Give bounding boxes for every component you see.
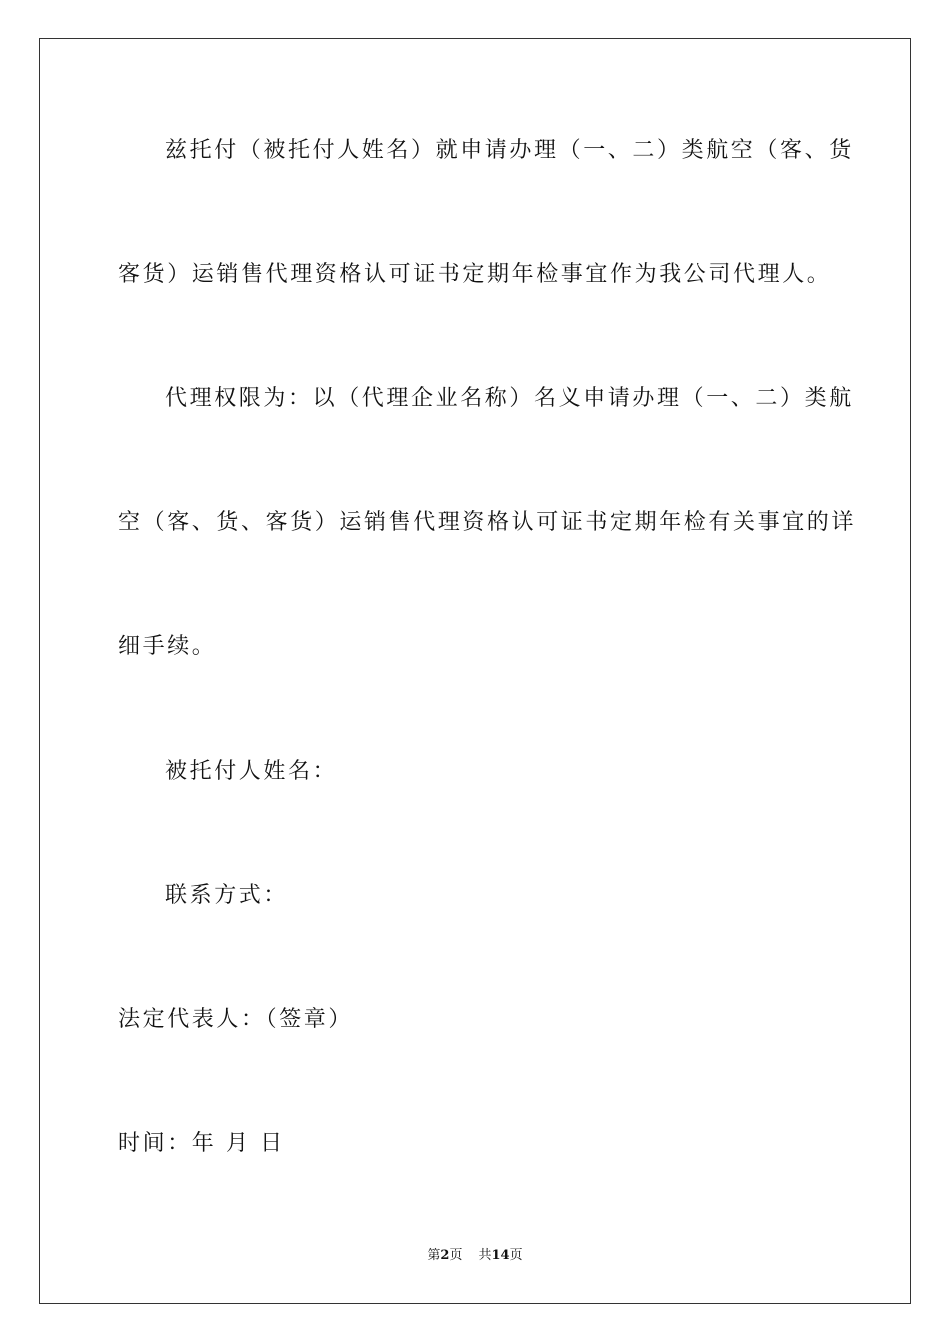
page-frame bbox=[39, 38, 911, 1304]
page-prefix: 第 bbox=[427, 1248, 441, 1263]
paragraph-2-line-2: 空（客、货、客货）运销售代理资格认可证书定期年检有关事宜的详 bbox=[118, 510, 857, 535]
trustee-name-label: 被托付人姓名： bbox=[165, 759, 338, 784]
paragraph-2-line-3: 细手续。 bbox=[118, 634, 217, 659]
page-number: 2 bbox=[440, 1248, 450, 1263]
paragraph-1-line-1: 兹托付（被托付人姓名）就申请办理（一、二）类航空（客、货 bbox=[165, 138, 854, 163]
page-suffix: 页 bbox=[449, 1248, 463, 1263]
total-pages: 14 bbox=[491, 1248, 510, 1263]
date-label: 时间：年 月 日 bbox=[118, 1131, 285, 1156]
paragraph-2-line-1: 代理权限为：以（代理企业名称）名义申请办理（一、二）类航 bbox=[165, 386, 854, 411]
total-prefix: 共 bbox=[478, 1248, 492, 1263]
paragraph-1-line-2: 客货）运销售代理资格认可证书定期年检事宜作为我公司代理人。 bbox=[118, 262, 832, 287]
contact-label: 联系方式： bbox=[165, 883, 289, 908]
page-footer bbox=[0, 1247, 950, 1265]
legal-representative-label: 法定代表人：（签章） bbox=[118, 1007, 354, 1032]
total-suffix: 页 bbox=[509, 1248, 523, 1263]
